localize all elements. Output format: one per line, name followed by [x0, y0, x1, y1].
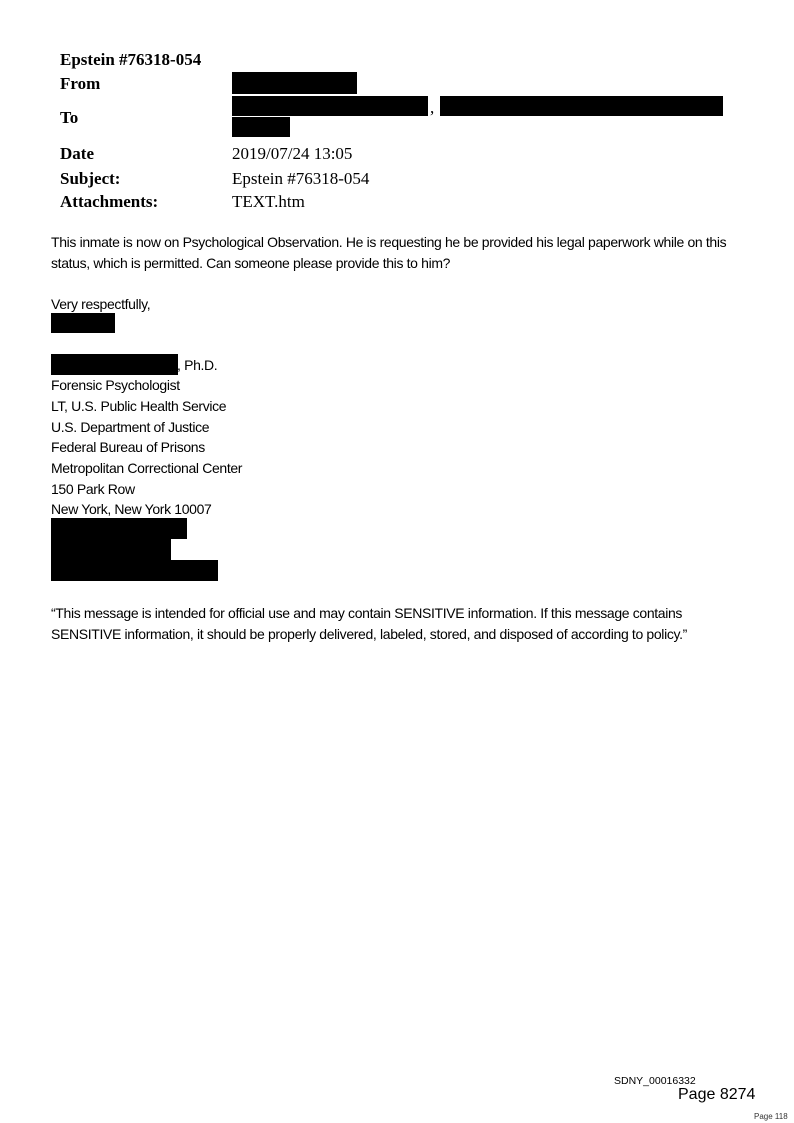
signature-bureau: Federal Bureau of Prisons	[51, 439, 205, 455]
attachments-label: Attachments:	[60, 192, 159, 211]
signature-credential: , Ph.D.	[177, 357, 218, 373]
redaction-from	[232, 72, 357, 94]
attachments-value[interactable]: TEXT.htm	[232, 192, 305, 211]
signature-street: 150 Park Row	[51, 481, 135, 497]
subject-value: Epstein #76318-054	[232, 169, 370, 188]
redaction-contact-2	[51, 539, 171, 560]
bates-number: SDNY_00016332	[614, 1075, 696, 1087]
signature-department: U.S. Department of Justice	[51, 419, 210, 435]
signature-city: New York, New York 10007	[51, 501, 212, 517]
to-label: To	[60, 108, 79, 127]
body-paragraph: This inmate is now on Psychological Observation. He is requesting he be provided his legal paperwork while on this status, which is permitted. Can someone please provide this to him?	[51, 234, 727, 271]
closing-text: Very respectfully,	[51, 296, 151, 312]
redaction-to-2	[440, 96, 723, 116]
disclaimer-text: “This message is intended for official use and may contain SENSITIVE information. If this message contains SENSITIVE information, it should be properly delivered, labeled, stored, and disposed of according to policy.”	[51, 605, 687, 642]
redaction-signature-name	[51, 354, 178, 375]
small-page-number: Page 118	[754, 1112, 788, 1121]
signature-title: Forensic Psychologist	[51, 377, 180, 393]
redaction-to-3	[232, 117, 290, 137]
date-label: Date	[60, 144, 94, 163]
subject-label: Subject:	[60, 169, 121, 188]
email-title: Epstein #76318-054	[60, 50, 202, 69]
redaction-contact-3	[51, 560, 218, 581]
signature-facility: Metropolitan Correctional Center	[51, 460, 243, 476]
signature-rank: LT, U.S. Public Health Service	[51, 398, 227, 414]
to-separator: ,	[430, 98, 435, 117]
redaction-sender-name	[51, 313, 115, 333]
redaction-to-1	[232, 96, 428, 116]
redaction-contact-1	[51, 518, 187, 539]
from-label: From	[60, 74, 101, 93]
date-value: 2019/07/24 13:05	[232, 144, 353, 163]
page-number: Page 8274	[678, 1086, 756, 1103]
